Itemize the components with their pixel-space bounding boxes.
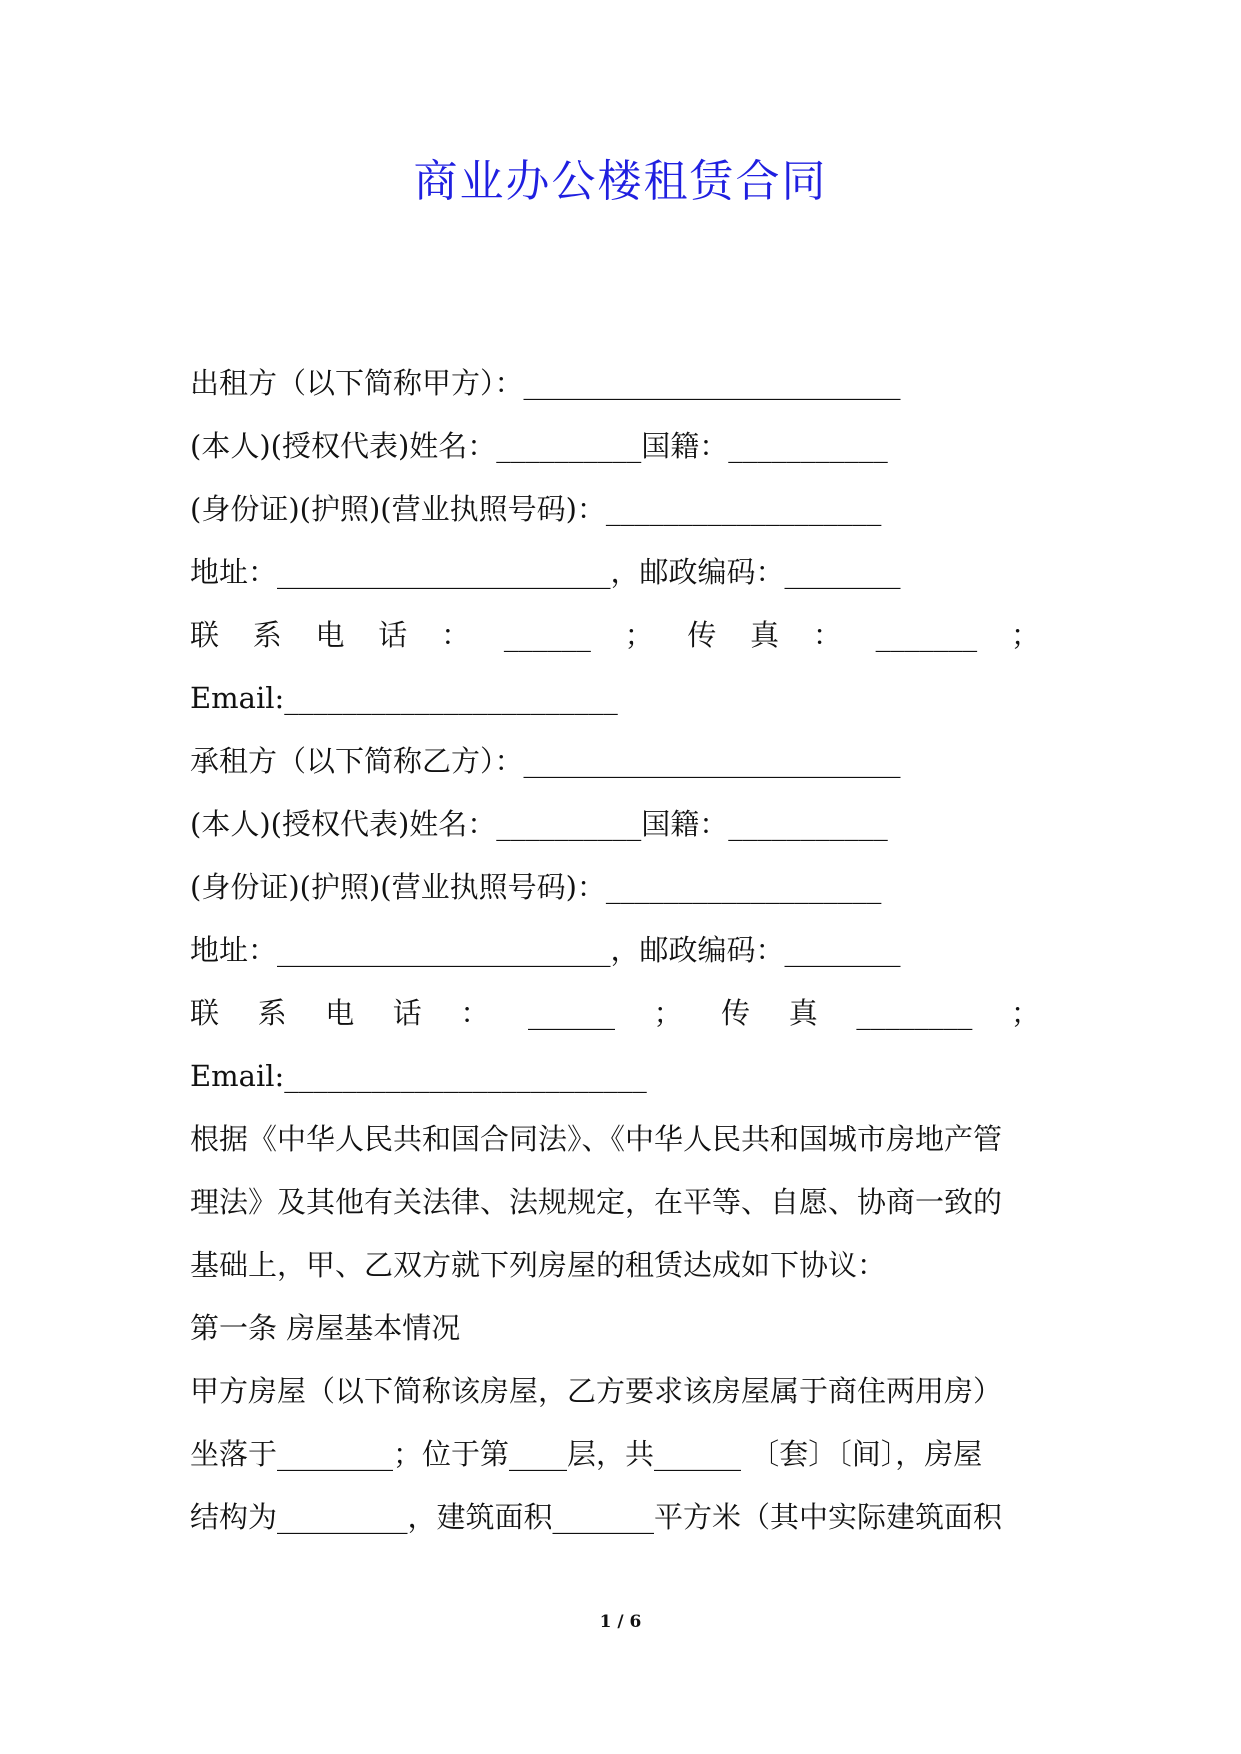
contact-char: 联 xyxy=(190,996,220,1030)
contact-char: ； xyxy=(1010,996,1040,1030)
fax-blank: _______ xyxy=(875,618,978,652)
contact-char: 电 xyxy=(315,618,345,652)
phone-blank: ______ xyxy=(527,996,615,1030)
lessor-name-line: 出租方（以下简称甲方）：__________________________ xyxy=(190,366,901,400)
contact-char: 传 xyxy=(721,996,751,1030)
phone-blank: ______ xyxy=(503,618,591,652)
fax-blank: ________ xyxy=(856,996,973,1030)
page-number: 1 / 6 xyxy=(599,1612,642,1632)
body-paragraph-line: 甲方房屋（以下简称该房屋，乙方要求该房屋属于商住两用房） xyxy=(190,1374,1003,1408)
body-paragraph-line: 根据《中华人民共和国合同法》、《中华人民共和国城市房地产管 xyxy=(190,1122,1003,1156)
lessee-name-line: 承租方（以下简称乙方）：__________________________ xyxy=(190,744,901,778)
lessee-contact-line xyxy=(190,988,1040,1038)
contact-char: 真 xyxy=(750,618,780,652)
article-heading: 第一条 房屋基本情况 xyxy=(190,1311,461,1345)
contact-char: ； xyxy=(624,618,654,652)
contact-char: 话 xyxy=(392,996,422,1030)
body-paragraph-line: 理法》及其他有关法律、法规规定，在平等、自愿、协商一致的 xyxy=(190,1185,1003,1219)
lessor-id-line: (身份证)(护照)(营业执照号码)：___________________ xyxy=(190,492,882,526)
body-paragraph-line: 坐落于________；位于第____层，共______ 〔套〕〔间〕，房屋 xyxy=(190,1437,983,1471)
lessee-id-line: (身份证)(护照)(营业执照号码)：___________________ xyxy=(190,870,882,904)
contact-char: 联 xyxy=(190,618,220,652)
body-paragraph-line: 结构为_________，建筑面积_______平方米（其中实际建筑面积 xyxy=(190,1500,1003,1534)
contact-char: ； xyxy=(1010,618,1040,652)
lessee-email-line: Email:_________________________ xyxy=(190,1059,647,1093)
contact-char: 传 xyxy=(687,618,717,652)
contact-char: 电 xyxy=(325,996,355,1030)
lessor-email-line: Email:_______________________ xyxy=(190,681,618,715)
lessor-representative-line: (本人)(授权代表)姓名：__________国籍：___________ xyxy=(190,429,888,463)
contact-char: ： xyxy=(441,618,471,652)
lessee-address-line: 地址：_______________________，邮政编码：________ xyxy=(190,933,901,967)
contact-char: ： xyxy=(812,618,842,652)
body-paragraph-line: 基础上，甲、乙双方就下列房屋的租赁达成如下协议： xyxy=(190,1248,887,1282)
document-title: 商业办公楼租赁合同 xyxy=(413,156,828,207)
contact-char: ； xyxy=(653,996,683,1030)
lessor-address-line: 地址：_______________________，邮政编码：________ xyxy=(190,555,901,589)
contact-char: ： xyxy=(460,996,490,1030)
lessor-contact-line xyxy=(190,610,1040,660)
contact-char: 真 xyxy=(788,996,818,1030)
contact-char: 系 xyxy=(257,996,287,1030)
lessee-representative-line: (本人)(授权代表)姓名：__________国籍：___________ xyxy=(190,807,888,841)
contact-char: 话 xyxy=(378,618,408,652)
contact-char: 系 xyxy=(252,618,282,652)
